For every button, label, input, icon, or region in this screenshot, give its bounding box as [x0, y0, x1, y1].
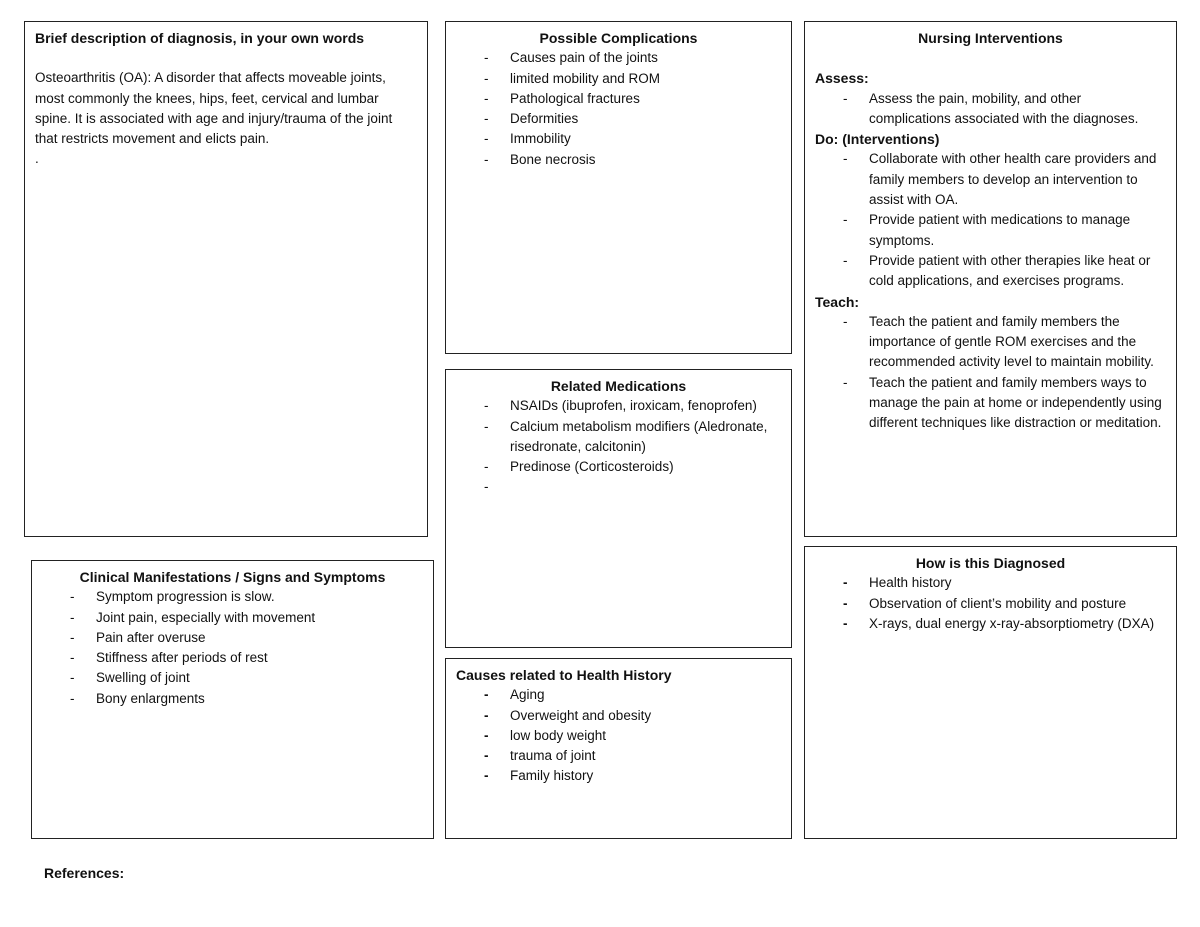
- list-item: - Overweight and obesity: [456, 706, 781, 726]
- list-item: - Deformities: [456, 109, 781, 129]
- description-title: Brief description of diagnosis, in your own words: [35, 30, 365, 46]
- list-item: - Bone necrosis: [456, 150, 781, 170]
- assess-heading: Assess:: [815, 70, 869, 87]
- references-label: References:: [44, 865, 125, 881]
- complications-title: Possible Complications: [539, 30, 698, 46]
- list-item: - Bony enlargments: [42, 689, 423, 709]
- complications-box: [445, 21, 792, 354]
- list-item: - Pathological fractures: [456, 89, 781, 109]
- teach-list: [815, 312, 1166, 434]
- complications-list: [456, 48, 781, 170]
- nursing-title: Nursing Interventions: [918, 30, 1063, 46]
- list-item: - Teach the patient and family members the importance of gentle ROM exercises and the recommended activity level to maintain mobility.: [815, 312, 1166, 373]
- clinical-manifestations-box: [31, 560, 434, 839]
- medications-list: [456, 396, 781, 497]
- list-item: - Swelling of joint: [42, 668, 423, 688]
- nursing-interventions-box: [804, 21, 1177, 537]
- clinical-title: Clinical Manifestations / Signs and Symptoms: [79, 569, 386, 585]
- list-item: - Causes pain of the joints: [456, 48, 781, 68]
- list-item: - Health history: [815, 573, 1166, 593]
- list-item: - Family history: [456, 766, 781, 786]
- list-item: - Pain after overuse: [42, 628, 423, 648]
- list-item: - Assess the pain, mobility, and other complications associated with the diagnoses.: [815, 89, 1166, 130]
- list-item: - Predinose (Corticosteroids): [456, 457, 781, 477]
- list-item: - Aging: [456, 685, 781, 705]
- do-heading: Do: (Interventions): [815, 131, 940, 148]
- list-item: - NSAIDs (ibuprofen, iroxicam, fenoprofen): [456, 396, 781, 416]
- list-item: - limited mobility and ROM: [456, 69, 781, 89]
- assess-list: [815, 89, 1166, 130]
- diagnosed-list: [815, 573, 1166, 634]
- list-item: - Provide patient with medications to manage symptoms.: [815, 210, 1166, 251]
- do-list: [815, 149, 1166, 291]
- list-item: [456, 477, 781, 497]
- list-item: - Collaborate with other health care providers and family members to develop an intervention to assist with OA.: [815, 149, 1166, 210]
- causes-box: [445, 658, 792, 839]
- clinical-list: [42, 587, 423, 709]
- description-trailing: .: [35, 151, 39, 167]
- list-item: - Joint pain, especially with movement: [42, 608, 423, 628]
- medications-box: [445, 369, 792, 648]
- diagnosed-box: [804, 546, 1177, 839]
- list-item: - Symptom progression is slow.: [42, 587, 423, 607]
- causes-title: Causes related to Health History: [456, 667, 672, 683]
- description-box: [24, 21, 428, 537]
- list-item: - Stiffness after periods of rest: [42, 648, 423, 668]
- list-item: - Calcium metabolism modifiers (Aledronate, risedronate, calcitonin): [456, 417, 781, 458]
- list-item: - low body weight: [456, 726, 781, 746]
- list-item: - Immobility: [456, 129, 781, 149]
- causes-list: [456, 685, 781, 786]
- list-item: - Teach the patient and family members ways to manage the pain at home or independently using different techniques like distraction or meditation.: [815, 373, 1166, 434]
- diagnosed-title: How is this Diagnosed: [915, 555, 1066, 571]
- list-item: - X-rays, dual energy x-ray-absorptiometry (DXA): [815, 614, 1166, 634]
- list-item: - Provide patient with other therapies like heat or cold applications, and exercises programs.: [815, 251, 1166, 292]
- medications-title: Related Medications: [550, 378, 687, 394]
- teach-heading: Teach:: [815, 293, 860, 310]
- list-item: - Observation of client’s mobility and posture: [815, 594, 1166, 614]
- list-item: - trauma of joint: [456, 746, 781, 766]
- description-text: Osteoarthritis (OA): A disorder that affects moveable joints, most commonly the knees, hips, feet, cervical and lumbar spine. It is associated with age and injury/trauma of the joint that restricts movement and elicts pain.: [35, 70, 393, 147]
